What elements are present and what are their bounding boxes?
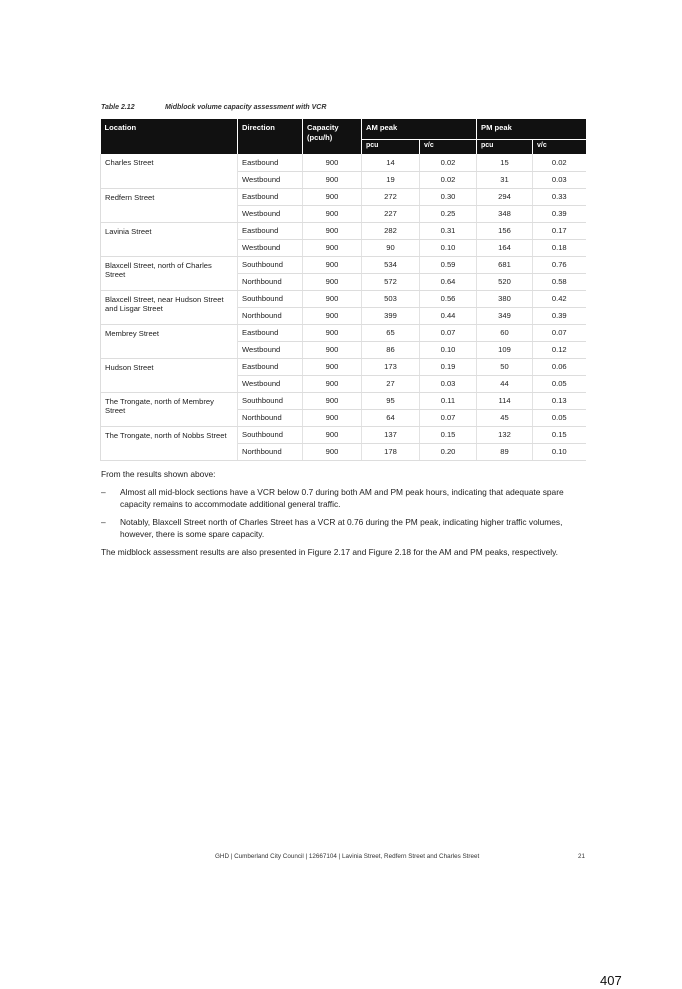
pm-pcu-cell: 132 (477, 426, 533, 443)
table-row (101, 392, 586, 409)
header-am-vc: v/c (420, 140, 477, 155)
location-cell: Charles Street (101, 154, 238, 188)
pm-pcu-cell: 349 (477, 307, 533, 324)
pm-pcu-cell: 44 (477, 375, 533, 392)
table-row (101, 426, 586, 443)
capacity-cell: 900 (303, 443, 362, 460)
am-vc-cell: 0.02 (420, 154, 477, 171)
dash-bullet-marker: – (101, 487, 106, 497)
pm-vc-cell: 0.03 (533, 171, 586, 188)
capacity-cell: 900 (303, 256, 362, 273)
bullet-text: Notably, Blaxcell Street north of Charles Street has a VCR at 0.76 during the PM peak, indicating higher traffic volumes, however, there is some spare capacity. (120, 517, 563, 539)
location-cell: The Trongate, north of Membrey Street (101, 392, 238, 426)
bullet-item (101, 486, 591, 510)
am-vc-cell: 0.03 (420, 375, 477, 392)
table-row (101, 154, 586, 171)
am-vc-cell: 0.56 (420, 290, 477, 307)
location-cell: Hudson Street (101, 358, 238, 392)
footer-page-number: 21 (577, 853, 585, 860)
pm-vc-cell: 0.05 (533, 375, 586, 392)
location-cell: Membrey Street (101, 324, 238, 358)
pm-pcu-cell: 294 (477, 188, 533, 205)
pm-vc-cell: 0.42 (533, 290, 586, 307)
results-discussion (101, 468, 591, 564)
direction-cell: Westbound (238, 239, 303, 256)
am-vc-cell: 0.15 (420, 426, 477, 443)
am-pcu-cell: 95 (362, 392, 420, 409)
location-cell: Lavinia Street (101, 222, 238, 256)
pm-pcu-cell: 348 (477, 205, 533, 222)
capacity-cell: 900 (303, 324, 362, 341)
pm-pcu-cell: 15 (477, 154, 533, 171)
pm-pcu-cell: 31 (477, 171, 533, 188)
am-pcu-cell: 178 (362, 443, 420, 460)
header-direction: Direction (238, 119, 303, 154)
direction-cell: Eastbound (238, 222, 303, 239)
direction-cell: Westbound (238, 205, 303, 222)
table-row (101, 222, 586, 239)
capacity-cell: 900 (303, 426, 362, 443)
direction-cell: Southbound (238, 392, 303, 409)
capacity-cell: 900 (303, 222, 362, 239)
header-am-pcu: pcu (362, 140, 420, 155)
pm-vc-cell: 0.58 (533, 273, 586, 290)
am-vc-cell: 0.25 (420, 205, 477, 222)
pm-pcu-cell: 681 (477, 256, 533, 273)
table-row (101, 324, 586, 341)
am-pcu-cell: 282 (362, 222, 420, 239)
direction-cell: Eastbound (238, 324, 303, 341)
am-pcu-cell: 173 (362, 358, 420, 375)
am-pcu-cell: 64 (362, 409, 420, 426)
am-vc-cell: 0.19 (420, 358, 477, 375)
pm-pcu-cell: 50 (477, 358, 533, 375)
pm-vc-cell: 0.39 (533, 205, 586, 222)
header-capacity: Capacity (pcu/h) (303, 119, 362, 154)
am-vc-cell: 0.20 (420, 443, 477, 460)
pm-vc-cell: 0.02 (533, 154, 586, 171)
direction-cell: Westbound (238, 341, 303, 358)
dash-bullet-marker: – (101, 517, 106, 527)
results-closing: The midblock assessment results are also presented in Figure 2.17 and Figure 2.18 for the AM and PM peaks, respectively. (101, 547, 558, 557)
capacity-cell: 900 (303, 409, 362, 426)
pm-pcu-cell: 89 (477, 443, 533, 460)
page-footer (215, 853, 585, 860)
am-vc-cell: 0.64 (420, 273, 477, 290)
am-pcu-cell: 86 (362, 341, 420, 358)
results-intro: From the results shown above: (101, 469, 216, 479)
am-vc-cell: 0.07 (420, 409, 477, 426)
pm-vc-cell: 0.39 (533, 307, 586, 324)
header-pm-peak: PM peak (477, 119, 586, 140)
pm-vc-cell: 0.76 (533, 256, 586, 273)
direction-cell: Westbound (238, 171, 303, 188)
direction-cell: Northbound (238, 409, 303, 426)
pm-pcu-cell: 45 (477, 409, 533, 426)
pm-pcu-cell: 520 (477, 273, 533, 290)
pm-vc-cell: 0.17 (533, 222, 586, 239)
capacity-cell: 900 (303, 205, 362, 222)
am-pcu-cell: 572 (362, 273, 420, 290)
location-cell: Redfern Street (101, 188, 238, 222)
pm-pcu-cell: 109 (477, 341, 533, 358)
am-vc-cell: 0.10 (420, 341, 477, 358)
capacity-cell: 900 (303, 154, 362, 171)
am-vc-cell: 0.44 (420, 307, 477, 324)
header-am-peak: AM peak (362, 119, 477, 140)
pm-vc-cell: 0.10 (533, 443, 586, 460)
direction-cell: Westbound (238, 375, 303, 392)
pm-vc-cell: 0.06 (533, 358, 586, 375)
header-pm-vc: v/c (533, 140, 586, 155)
am-pcu-cell: 27 (362, 375, 420, 392)
pm-pcu-cell: 114 (477, 392, 533, 409)
midblock-vcr-table (100, 119, 586, 461)
capacity-cell: 900 (303, 307, 362, 324)
capacity-cell: 900 (303, 290, 362, 307)
capacity-cell: 900 (303, 171, 362, 188)
am-pcu-cell: 399 (362, 307, 420, 324)
location-cell: The Trongate, north of Nobbs Street (101, 426, 238, 460)
am-pcu-cell: 137 (362, 426, 420, 443)
pm-vc-cell: 0.13 (533, 392, 586, 409)
am-pcu-cell: 534 (362, 256, 420, 273)
table-number: Table 2.12 (101, 104, 135, 111)
bullet-text: Almost all mid-block sections have a VCR below 0.7 during both AM and PM peak hours, indicating that adequate spare capacity remains to accommodate additional general traffic. (120, 487, 564, 509)
pm-pcu-cell: 156 (477, 222, 533, 239)
table-caption (101, 104, 326, 111)
direction-cell: Northbound (238, 307, 303, 324)
pm-vc-cell: 0.05 (533, 409, 586, 426)
am-pcu-cell: 65 (362, 324, 420, 341)
capacity-cell: 900 (303, 188, 362, 205)
direction-cell: Southbound (238, 290, 303, 307)
pm-pcu-cell: 164 (477, 239, 533, 256)
table-body (101, 154, 586, 460)
am-pcu-cell: 14 (362, 154, 420, 171)
am-vc-cell: 0.10 (420, 239, 477, 256)
direction-cell: Northbound (238, 273, 303, 290)
pm-vc-cell: 0.18 (533, 239, 586, 256)
table-row (101, 358, 586, 375)
table-row (101, 290, 586, 307)
document-page-number: 407 (600, 973, 622, 988)
capacity-cell: 900 (303, 392, 362, 409)
capacity-cell: 900 (303, 375, 362, 392)
direction-cell: Eastbound (238, 358, 303, 375)
pm-vc-cell: 0.15 (533, 426, 586, 443)
table-row (101, 256, 586, 273)
direction-cell: Northbound (238, 443, 303, 460)
pm-pcu-cell: 380 (477, 290, 533, 307)
table-header-row (101, 119, 586, 140)
am-pcu-cell: 272 (362, 188, 420, 205)
capacity-cell: 900 (303, 239, 362, 256)
pm-vc-cell: 0.12 (533, 341, 586, 358)
direction-cell: Southbound (238, 256, 303, 273)
capacity-cell: 900 (303, 273, 362, 290)
table-row (101, 188, 586, 205)
am-pcu-cell: 90 (362, 239, 420, 256)
pm-pcu-cell: 60 (477, 324, 533, 341)
pm-vc-cell: 0.07 (533, 324, 586, 341)
am-vc-cell: 0.11 (420, 392, 477, 409)
am-pcu-cell: 227 (362, 205, 420, 222)
pm-vc-cell: 0.33 (533, 188, 586, 205)
footer-text: GHD | Cumberland City Council | 12667104 | Lavinia Street, Redfern Street and Charles Street (215, 853, 480, 860)
am-vc-cell: 0.07 (420, 324, 477, 341)
am-vc-cell: 0.30 (420, 188, 477, 205)
header-location: Location (101, 119, 238, 154)
direction-cell: Eastbound (238, 154, 303, 171)
am-vc-cell: 0.31 (420, 222, 477, 239)
am-pcu-cell: 19 (362, 171, 420, 188)
am-pcu-cell: 503 (362, 290, 420, 307)
direction-cell: Southbound (238, 426, 303, 443)
am-vc-cell: 0.59 (420, 256, 477, 273)
header-pm-pcu: pcu (477, 140, 533, 155)
location-cell: Blaxcell Street, north of Charles Street (101, 256, 238, 290)
table-title: Midblock volume capacity assessment with VCR (164, 104, 327, 111)
bullet-item (101, 516, 591, 540)
am-vc-cell: 0.02 (420, 171, 477, 188)
direction-cell: Eastbound (238, 188, 303, 205)
location-cell: Blaxcell Street, near Hudson Street and Lisgar Street (101, 290, 238, 324)
capacity-cell: 900 (303, 341, 362, 358)
capacity-cell: 900 (303, 358, 362, 375)
